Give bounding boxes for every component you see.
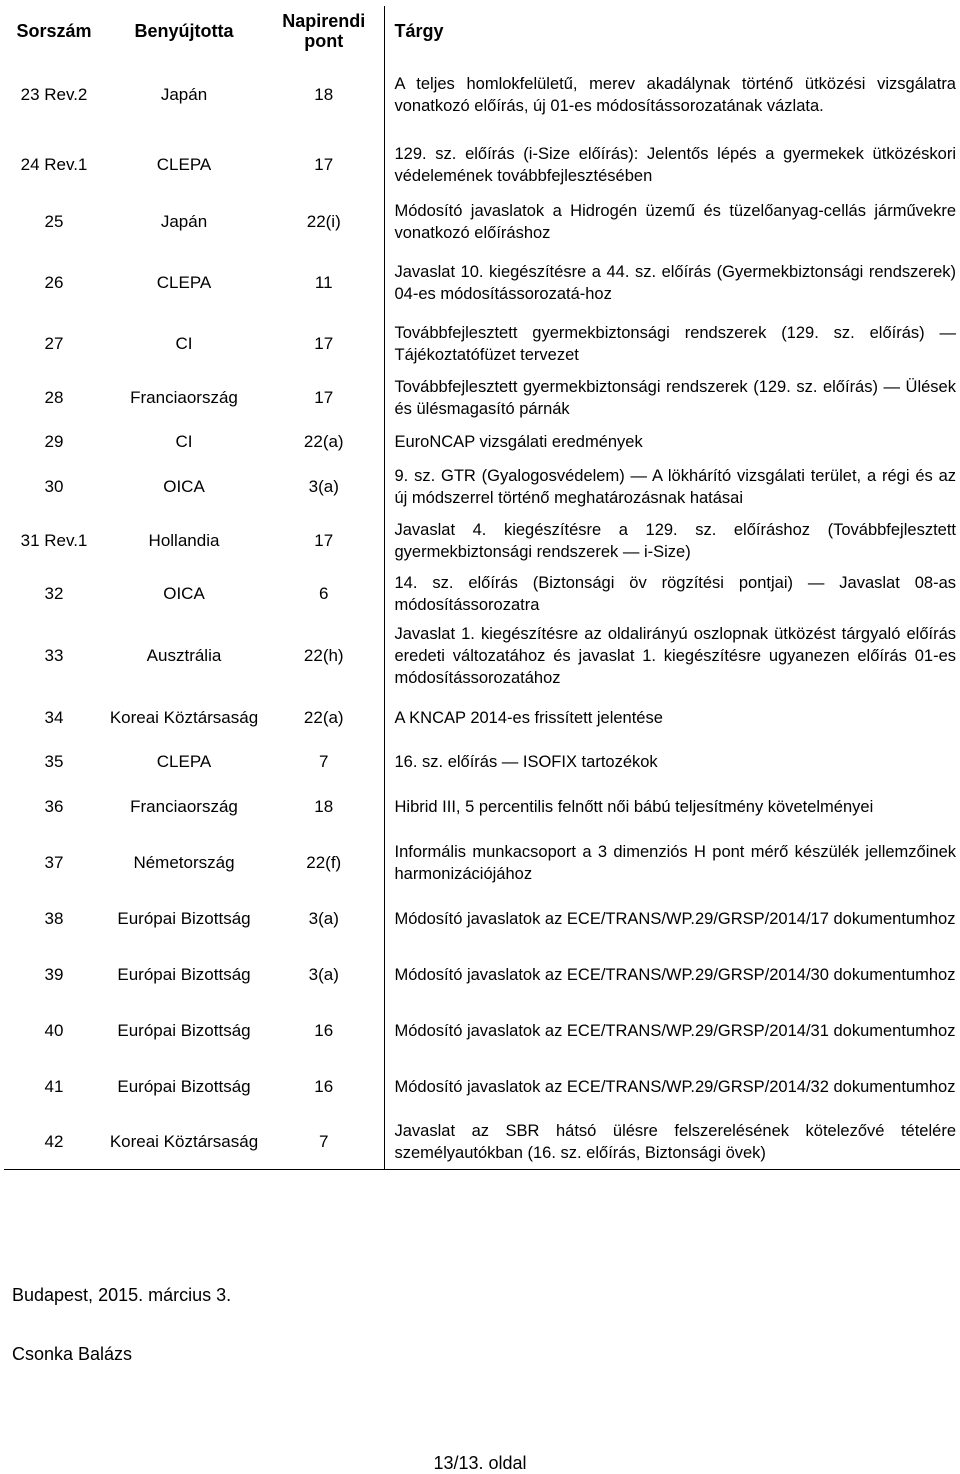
table-row <box>4 1059 960 1115</box>
page-number: 13/13. oldal <box>433 1453 527 1473</box>
row-subject: 16. sz. előírás — ISOFIX tartozékok <box>384 745 960 779</box>
table-row <box>4 567 960 621</box>
row-subject: A teljes homlokfelületű, merev akadálynak történő ütközési vizsgálatra vonatkozó előírás, új 01-es módosítássorozatának vázlata. <box>384 56 960 134</box>
row-number: 33 <box>44 646 64 665</box>
row-subject: 9. sz. GTR (Gyalogosvédelem) — A lökhárító vizsgálati terület, a régi és az új módszerrel történő meghatározásnak hatásai <box>384 459 960 515</box>
row-number: 30 <box>44 477 64 496</box>
row-number: 27 <box>44 334 64 353</box>
row-number: 38 <box>44 909 64 928</box>
row-submitter: CI <box>175 432 193 451</box>
row-agenda-point: 16 <box>314 1021 334 1040</box>
row-submitter: Koreai Köztársaság <box>109 708 259 727</box>
row-subject: Módosító javaslatok a Hidrogén üzemű és tüzelőanyag-cellás járművekre vonatkozó előíráshoz <box>384 196 960 248</box>
row-subject: Továbbfejlesztett gyermekbiztonsági rendszerek (129. sz. előírás) — Ülések és ülésmagasító párnák <box>384 370 960 425</box>
header-number: Sorszám <box>16 21 92 41</box>
header-submitter: Benyújtotta <box>134 21 234 41</box>
row-submitter: Japán <box>160 212 208 231</box>
row-agenda-point: 22(a) <box>303 708 344 727</box>
row-subject: Módosító javaslatok az ECE/TRANS/WP.29/GRSP/2014/30 dokumentumhoz <box>384 947 960 1003</box>
row-submitter: OICA <box>163 477 205 496</box>
row-subject: 129. sz. előírás (i-Size előírás): Jelentős lépés a gyermekek ütközéskori védelemének továbbfejlesztésében <box>384 134 960 196</box>
row-number: 40 <box>44 1021 64 1040</box>
table-row <box>4 134 960 196</box>
table-row <box>4 459 960 515</box>
row-submitter: Koreai Köztársaság <box>104 1115 264 1169</box>
row-subject: Javaslat 10. kiegészítésre a 44. sz. előírás (Gyermekbiztonsági rendszerek) 04-es módosítássorozatá-hoz <box>384 248 960 318</box>
row-agenda-point: 3(a) <box>308 965 339 984</box>
row-subject: Módosító javaslatok az ECE/TRANS/WP.29/GRSP/2014/31 dokumentumhoz <box>384 1003 960 1059</box>
table-row <box>4 947 960 1003</box>
table-row <box>4 248 960 318</box>
table-row <box>4 779 960 835</box>
row-submitter: Ausztrália <box>146 646 222 665</box>
row-submitter: OICA <box>163 584 205 603</box>
row-submitter: Japán <box>160 85 208 104</box>
row-number: 28 <box>44 387 64 407</box>
row-submitter: Európai Bizottság <box>117 965 251 984</box>
row-subject: Hibrid III, 5 percentilis felnőtt női bábú teljesítmény követelményei <box>384 779 960 835</box>
row-agenda-point: 17 <box>314 531 334 550</box>
row-submitter: Franciaország <box>130 387 238 407</box>
row-agenda-point: 17 <box>314 387 334 407</box>
row-submitter: Európai Bizottság <box>117 909 251 928</box>
row-agenda-point: 22(f) <box>306 853 342 872</box>
row-number: 32 <box>44 584 64 603</box>
row-submitter: Franciaország <box>130 797 238 816</box>
row-submitter: Hollandia <box>148 531 220 550</box>
row-number: 39 <box>44 965 64 984</box>
table-row <box>4 318 960 370</box>
row-submitter: CLEPA <box>156 273 212 292</box>
row-number: 42 <box>4 1115 104 1169</box>
row-subject: Módosító javaslatok az ECE/TRANS/WP.29/GRSP/2014/17 dokumentumhoz <box>384 891 960 947</box>
row-agenda-point: 18 <box>314 797 334 816</box>
table-row <box>4 691 960 745</box>
row-submitter: CLEPA <box>156 155 212 174</box>
table-row <box>4 745 960 779</box>
row-agenda-point: 22(h) <box>303 646 344 665</box>
row-number: 31 Rev.1 <box>20 531 88 550</box>
row-agenda-point: 3(a) <box>308 477 339 496</box>
row-number: 37 <box>44 853 64 872</box>
table-row <box>4 370 960 425</box>
row-subject: Javaslat 1. kiegészítésre az oldalirányú oszlopnak ütközést tárgyaló előírás eredeti változatához és javaslat 1. kiegészítésre ugyanezen előírás 01-es módosítássorozatához <box>384 621 960 691</box>
agenda-table <box>4 6 960 1170</box>
row-agenda-point: 17 <box>314 155 334 174</box>
row-subject: Javaslat az SBR hátsó ülésre felszerelésének kötelezővé tételére személyautókban (16. sz. előírás, Biztonsági övek) <box>384 1115 960 1169</box>
row-subject: A KNCAP 2014-es frissített jelentése <box>384 691 960 745</box>
row-number: 23 Rev.2 <box>20 85 88 104</box>
signature-name: Csonka Balázs <box>12 1344 133 1364</box>
header-agenda-point: Napirendi pont <box>282 11 366 51</box>
row-submitter: Európai Bizottság <box>117 1021 251 1040</box>
row-subject: Javaslat 4. kiegészítésre a 129. sz. előíráshoz (Továbbfejlesztett gyermekbiztonsági rendszerek — i-Size) <box>384 515 960 567</box>
row-agenda-point: 3(a) <box>308 909 339 928</box>
table-row <box>4 515 960 567</box>
row-agenda-point: 17 <box>314 334 334 353</box>
table-row <box>4 891 960 947</box>
row-submitter: Európai Bizottság <box>117 1077 251 1096</box>
row-subject: EuroNCAP vizsgálati eredmények <box>384 425 960 459</box>
row-subject: Továbbfejlesztett gyermekbiztonsági rendszerek (129. sz. előírás) — Tájékoztatófüzet tervezet <box>384 318 960 370</box>
row-subject: Módosító javaslatok az ECE/TRANS/WP.29/GRSP/2014/32 dokumentumhoz <box>384 1059 960 1115</box>
row-number: 29 <box>44 432 64 451</box>
table-row <box>4 835 960 891</box>
header-subject: Tárgy <box>384 6 960 56</box>
table-row <box>4 621 960 691</box>
row-agenda-point: 7 <box>319 752 329 771</box>
row-submitter: Németország <box>133 853 235 872</box>
table-row <box>4 1003 960 1059</box>
row-number: 36 <box>44 797 64 816</box>
row-agenda-point: 16 <box>314 1077 334 1096</box>
row-number: 26 <box>44 273 64 292</box>
table-row <box>4 425 960 459</box>
row-number: 24 Rev.1 <box>20 155 88 174</box>
table-header-row <box>4 6 960 56</box>
place-date: Budapest, 2015. március 3. <box>12 1285 232 1305</box>
table-row <box>4 1115 960 1169</box>
row-subject: 14. sz. előírás (Biztonsági öv rögzítési pontjai) — Javaslat 08-as módosítássorozatra <box>384 567 960 621</box>
row-number: 25 <box>44 212 64 231</box>
row-subject: Informális munkacsoport a 3 dimenziós H pont mérő készülék jellemzőinek harmonizációjához <box>384 835 960 891</box>
table-body <box>4 56 960 1169</box>
row-agenda-point: 6 <box>319 584 329 603</box>
table-row <box>4 196 960 248</box>
row-agenda-point: 7 <box>264 1115 384 1169</box>
table-row <box>4 56 960 134</box>
row-submitter: CI <box>175 334 193 353</box>
row-number: 41 <box>44 1077 64 1096</box>
row-agenda-point: 11 <box>314 273 333 292</box>
row-agenda-point: 22(a) <box>303 432 344 451</box>
row-number: 35 <box>44 752 64 771</box>
row-agenda-point: 22(i) <box>306 212 341 231</box>
row-number: 34 <box>44 708 64 727</box>
row-submitter: CLEPA <box>156 752 212 771</box>
row-agenda-point: 18 <box>314 85 334 104</box>
